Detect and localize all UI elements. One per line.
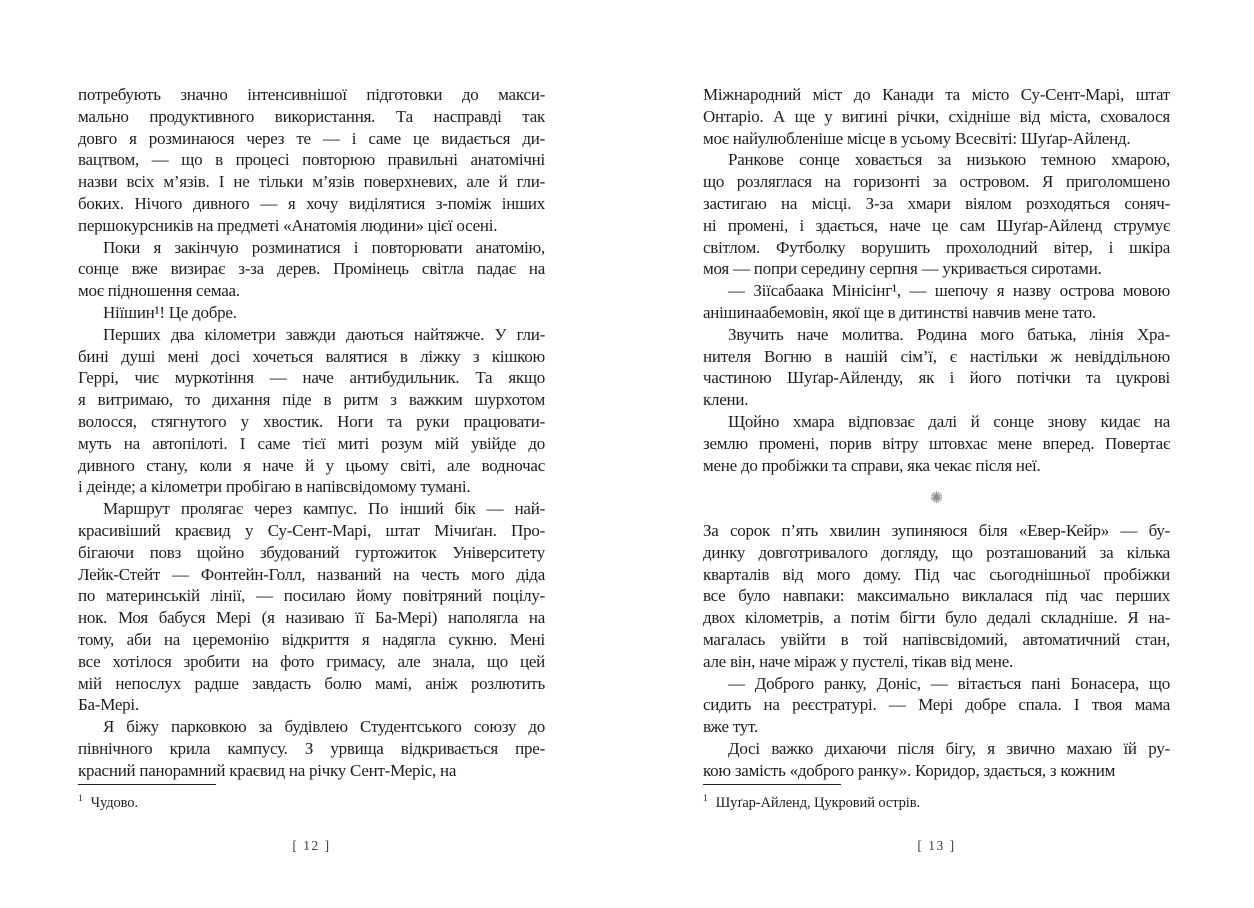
- text-line: мій непослух радше завдасть болю мамі, аніж розлютить: [78, 673, 545, 693]
- text-line: — Зіїсабаака Мінісінг¹, — шепочу я назву острова мовою: [728, 281, 1170, 301]
- text-line: моя — попри середину серпня — укривається сиротами.: [703, 259, 1102, 279]
- text-line: моє підношення семаа.: [78, 281, 240, 301]
- page-right-text: [703, 84, 1170, 782]
- text-line: Я біжу парковкою за будівлею Студентського союзу до: [103, 717, 545, 737]
- footnote-separator: [703, 784, 841, 785]
- text-line: Лейк-Стейт — Фонтейн-Голл, названий на честь мого діда: [78, 564, 545, 584]
- footnote-text: Шуґар-Айленд, Цукровий острів.: [715, 794, 920, 811]
- text-line: Досі важко дихаючи після бігу, я звично махаю їй ру-: [728, 738, 1170, 758]
- text-line: Звучить наче молитва. Родина мого батька, лінія Хра-: [728, 324, 1170, 344]
- page-number-left: [ 12 ]: [292, 838, 331, 853]
- text-line: Ніїшин¹! Це добре.: [103, 302, 237, 322]
- text-line: муть на автопілоті. І саме тієї миті розум мій увійде до: [78, 433, 545, 453]
- text-line: мене до пробіжки та справи, яка чекає після неї.: [703, 455, 1041, 475]
- text-line: Міжнародний міст до Канади та місто Су-Сент-Марі, штат: [703, 85, 1170, 104]
- footnote-entry: [703, 790, 1170, 813]
- text-line: першокурсників на предметі «Анатомія людини» цієї осені.: [78, 215, 498, 235]
- text-line: бігаючи повз щойно збудований гуртожиток Університету: [78, 542, 545, 562]
- text-line: північного крила кампусу. З урвища відкривається пре-: [78, 738, 545, 758]
- text-line: динку довготривалого догляду, що розташований за кілька: [703, 542, 1170, 562]
- text-line: все було навпаки: максимально виклалася під час перших: [703, 586, 1170, 606]
- text-line: красивіший краєвид у Су-Сент-Марі, штат Мічиґан. Про-: [78, 520, 545, 540]
- footnote-marker: 1: [703, 794, 708, 804]
- text-line: сонце вже визирає з-за дерев. Промінець світла падає на: [78, 259, 545, 279]
- text-line: по материнській лінії, — посилаю йому повітряний поцілу-: [78, 586, 545, 606]
- text-line: ні промені, і здається, наче це сам Шуґар-Айленд струмує: [703, 215, 1170, 235]
- text-line: що розляглася на горизонті за островом. Я приголомшено: [703, 172, 1170, 192]
- text-line: тому, аби на церемонію відкриття я надягла сукню. Мені: [78, 629, 545, 649]
- text-line: красний панорамний краєвид на річку Сент-Меріс, на: [78, 760, 457, 780]
- text-line: боких. Нічого дивного — я хочу виділятися з-поміж інших: [78, 193, 545, 213]
- text-line: дивного стану, коли я наче й у цьому світі, але водночас: [78, 455, 545, 475]
- text-line: — Доброго ранку, Доніс, — вітається пані Бонасера, що: [728, 673, 1170, 693]
- text-line: мально продуктивного використання. Та насправді так: [78, 106, 545, 126]
- text-line: потребують значно інтенсивнішої підготовки до макси-: [78, 85, 545, 104]
- text-line: світлом. Футболку ворушить прохолодний вітер, і шкіра: [703, 237, 1170, 257]
- text-line: землю промені, порив вітру штовхає мене вперед. Повертає: [703, 433, 1170, 453]
- text-line: Ба-Мері.: [78, 695, 139, 715]
- text-line: вацтвом, — що в процесі повторюю правильні анатомічні: [78, 150, 545, 170]
- text-line: клени.: [703, 390, 749, 410]
- text-line: нителя Вогню в нашій сім’ї, є настільки ж невіддільною: [703, 346, 1170, 366]
- text-line: волосся, стягнутого у хвостик. Ноги та руки працювати-: [78, 411, 545, 431]
- page-number-right: [ 13 ]: [917, 838, 956, 853]
- scene-break-ornament: ✺: [929, 490, 944, 508]
- text-line: частиною Шуґар-Айленду, як і його потічки та цукрові: [703, 368, 1170, 388]
- text-line: але він, наче міраж у пустелі, тікав від мене.: [703, 651, 1014, 671]
- text-line: Геррі, чиє муркотіння — наче антибудильник. Та якщо: [78, 368, 545, 388]
- footnote-separator: [78, 784, 216, 785]
- text-line: нок. Моя бабуся Мері (я називаю її Ба-Мері) наполягла на: [78, 608, 545, 628]
- page-right: [703, 0, 1170, 908]
- text-line: Поки я закінчую розминатися і повторювати анатомію,: [103, 237, 545, 257]
- text-line: все хотілося зробити на фото гримасу, але знала, що цей: [78, 651, 545, 671]
- text-line: кою замість «доброго ранку». Коридор, здається, з кожним: [703, 760, 1116, 780]
- page-left: [78, 0, 545, 908]
- text-line: За сорок п’ять хвилин зупиняюся біля «Евер-Кейр» — бу-: [703, 520, 1170, 540]
- text-line: кварталів від мого дому. Під час сьогоднішньої пробіжки: [703, 564, 1170, 584]
- text-line: двох кілометрів, а потім бігти було дедалі складніше. Я на-: [703, 608, 1170, 628]
- text-line: анішинаабемовін, якої ще в дитинстві навчив мене тато.: [703, 302, 1096, 322]
- footnote-entry: [78, 790, 545, 813]
- footnote-right: [703, 784, 1170, 813]
- text-line: назви всіх м’язів. І не тільки м’язів поверхневих, але й гли-: [78, 172, 545, 192]
- footnote-marker: 1: [78, 794, 83, 804]
- page-left-text: [78, 84, 545, 782]
- text-line: вже тут.: [703, 717, 758, 737]
- text-line: Маршрут пролягає через кампус. По інший бік — най-: [103, 499, 545, 519]
- text-line: сидить на реєстратурі. — Мері добре спала. І твоя мама: [703, 695, 1170, 715]
- text-line: довго я розминаюся через те — і саме це видається ди-: [78, 128, 545, 148]
- text-line: Ранкове сонце ховається за низькою темною хмарою,: [728, 150, 1170, 170]
- footnote-text: Чудово.: [90, 794, 138, 811]
- text-line: я витримаю, то дихання піде в ритм з важким шурхотом: [78, 390, 545, 410]
- text-line: магалась увійти в той напівсвідомий, автоматичний стан,: [703, 629, 1170, 649]
- text-line: Онтаріо. А ще у вигині річки, східніше від міста, сховалося: [703, 106, 1170, 126]
- text-line: Перших два кілометри завжди даються найтяжче. У гли-: [103, 324, 545, 344]
- text-line: бині душі мені досі хочеться валятися в ліжку з кішкою: [78, 346, 545, 366]
- text-line: і деінде; а кілометри пробігаю в напівсвідомому тумані.: [78, 477, 471, 497]
- text-line: моє найулюбленіше місце в усьому Всесвіті: Шуґар-Айленд.: [703, 128, 1131, 148]
- footnote-left: [78, 784, 545, 813]
- text-line: Щойно хмара відповзає далі й сонце знову кидає на: [728, 411, 1170, 431]
- text-line: застигаю на місці. З-за хмари віялом розходяться соняч-: [703, 193, 1170, 213]
